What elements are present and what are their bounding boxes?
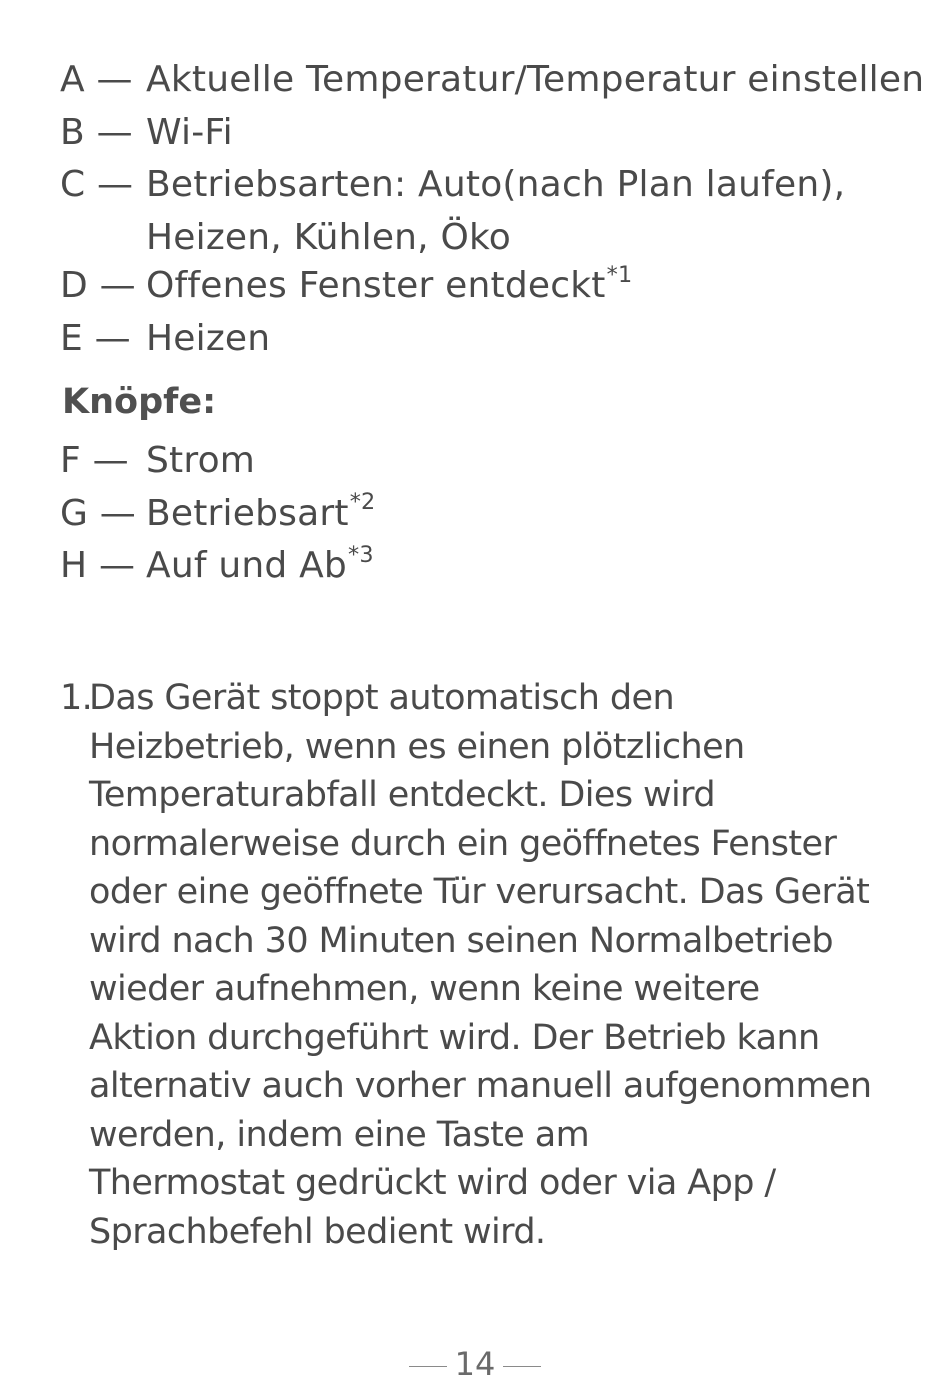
- legend-separator: —: [99, 492, 136, 534]
- footnote-line: normalerweise durch ein geöffnetes Fenster: [89, 823, 837, 864]
- legend-item-b: [60, 109, 925, 162]
- legend-label: Strom: [146, 440, 256, 481]
- buttons-heading: Knöpfe:: [62, 382, 217, 422]
- footnote-line: Aktion durchgeführt wird. Der Betrieb kann: [89, 1017, 820, 1058]
- legend-label: Betriebsarten: Auto(nach Plan laufen),: [146, 164, 846, 205]
- legend-label: Wi-Fi: [146, 111, 233, 153]
- footnote-ref: *3: [347, 541, 374, 568]
- legend-item-f: [60, 437, 375, 490]
- legend-key: H: [60, 545, 88, 586]
- footnote-list: [60, 674, 950, 1256]
- legend-label: Offenes Fenster entdeckt: [146, 265, 606, 306]
- footnote-line: Temperaturabfall entdeckt. Dies wird: [89, 775, 715, 815]
- legend-item-e: [60, 315, 925, 368]
- footnote-line: wieder aufnehmen, wenn keine weitere: [89, 969, 760, 1009]
- legend-label: Aktuelle Temperatur/Temperatur einstellen: [146, 59, 925, 100]
- legend-label: Betriebsart: [146, 492, 349, 534]
- footnote-line: wird nach 30 Minuten seinen Normalbetrieb: [89, 920, 834, 961]
- legend-item-a: [60, 56, 925, 109]
- legend-separator: —: [94, 317, 131, 359]
- legend-item-g: [60, 490, 375, 543]
- legend-key: C: [60, 164, 86, 205]
- footnote-number: 1.: [60, 678, 93, 718]
- legend-key: G: [60, 492, 89, 534]
- legend-key: D: [60, 265, 88, 306]
- legend-separator: —: [96, 111, 133, 153]
- buttons-legend: [60, 437, 375, 595]
- footnote-line: Das Gerät stoppt automatisch den: [89, 678, 675, 718]
- footnote-ref: *2: [349, 489, 376, 516]
- legend-label: Heizen: [146, 317, 271, 359]
- legend-label-continuation: Heizen, Kühlen, Öko: [146, 216, 511, 258]
- page-number-value: 14: [454, 1345, 496, 1383]
- legend-separator: —: [92, 440, 129, 481]
- legend-separator: —: [96, 59, 133, 100]
- footnote-line: oder eine geöffnete Tür verursacht. Das Gerät: [89, 872, 870, 912]
- footnote-line: Sprachbefehl bedient wird.: [89, 1211, 546, 1252]
- legend-separator: —: [99, 265, 136, 306]
- page-number-rule-left: [409, 1366, 447, 1367]
- footnote-line: werden, indem eine Taste am: [89, 1114, 590, 1155]
- legend-item-c: [60, 161, 925, 262]
- footnote-line: Heizbetrieb, wenn es einen plötzlichen: [89, 726, 745, 767]
- legend-label: Auf und Ab: [146, 545, 347, 586]
- legend-item-h: [60, 542, 375, 595]
- legend-separator: —: [98, 545, 136, 586]
- footnote-line: Thermostat gedrückt wird oder via App /: [89, 1163, 776, 1203]
- footnote-line: alternativ auch vorher manuell aufgenommen: [89, 1066, 872, 1106]
- legend-item-d: [60, 262, 925, 315]
- legend-key: A: [60, 59, 85, 100]
- page-number: [0, 1344, 950, 1384]
- page-number-rule-right: [503, 1366, 541, 1367]
- legend-separator: —: [97, 164, 134, 205]
- footnote-ref: *1: [606, 261, 633, 288]
- legend-key: E: [60, 317, 83, 359]
- legend-key: B: [60, 111, 85, 153]
- legend-key: F: [60, 440, 81, 481]
- footnote-item-1: [60, 674, 950, 1256]
- display-legend: [60, 56, 925, 367]
